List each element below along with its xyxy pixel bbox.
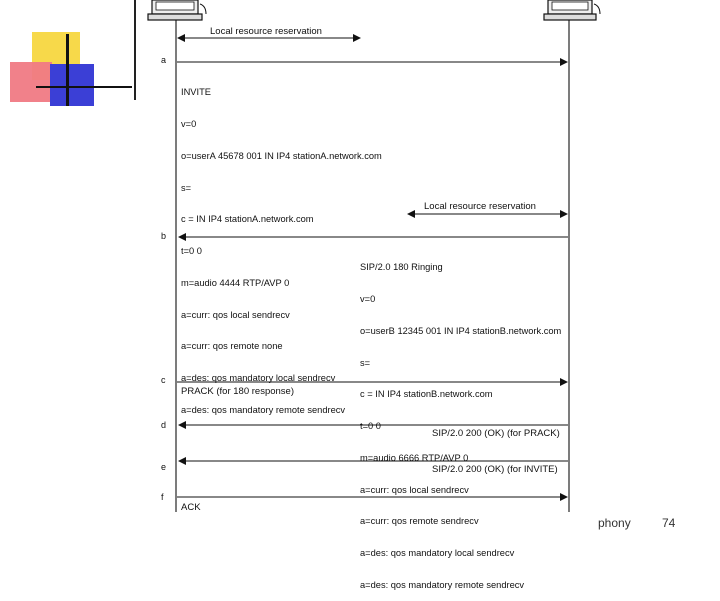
ringing-line: c = IN IP4 stationB.network.com xyxy=(360,389,493,400)
footer-title: phony xyxy=(598,516,631,530)
point-label-c: c xyxy=(161,375,166,385)
invite-line: a=curr: qos remote none xyxy=(181,341,283,352)
ack-label: ACK xyxy=(181,502,201,513)
ringing-message-body xyxy=(360,241,561,601)
invite-line: INVITE xyxy=(181,87,211,98)
station-a-icon xyxy=(148,0,206,20)
invite-line: a=des: qos mandatory local sendrecv xyxy=(181,373,336,384)
invite-line: o=userA 45678 001 IN IP4 stationA.network.com xyxy=(181,150,382,161)
invite-line: m=audio 4444 RTP/AVP 0 xyxy=(181,277,290,288)
ringing-line: t=0 0 xyxy=(360,421,381,432)
ringing-line: o=userB 12345 001 IN IP4 stationB.network.com xyxy=(360,325,562,336)
invite-line: t=0 0 xyxy=(181,246,202,257)
invite-line: s= xyxy=(181,182,192,193)
point-label-f: f xyxy=(161,492,164,502)
ok-invite-label: SIP/2.0 200 (OK) (for INVITE) xyxy=(432,464,558,475)
ringing-line: a=des: qos mandatory local sendrecv xyxy=(360,548,515,559)
ringing-line: a=des: qos mandatory remote sendrecv xyxy=(360,580,525,590)
invite-line: v=0 xyxy=(181,118,197,129)
invite-line: a=curr: qos local sendrecv xyxy=(181,309,290,320)
prack-label: PRACK (for 180 response) xyxy=(181,386,294,397)
invite-message-body xyxy=(181,66,382,426)
ringing-line: v=0 xyxy=(360,293,376,304)
invite-line: c = IN IP4 stationA.network.com xyxy=(181,214,314,225)
page-number: 74 xyxy=(662,516,676,530)
point-label-b: b xyxy=(161,231,167,241)
ringing-line: a=curr: qos remote sendrecv xyxy=(360,516,479,527)
ringing-line: SIP/2.0 180 Ringing xyxy=(360,262,443,273)
invite-line: a=des: qos mandatory remote sendrecv xyxy=(181,405,346,415)
reservation-a-label: Local resource reservation xyxy=(210,26,322,37)
reservation-b-label: Local resource reservation xyxy=(424,201,536,212)
ok-prack-label: SIP/2.0 200 (OK) (for PRACK) xyxy=(432,428,560,439)
ringing-line: m=audio 6666 RTP/AVP 0 xyxy=(360,452,469,463)
ringing-line: a=curr: qos local sendrecv xyxy=(360,484,469,495)
point-label-d: d xyxy=(161,420,167,430)
ringing-line: s= xyxy=(360,357,371,368)
point-label-a: a xyxy=(161,55,167,65)
point-label-e: e xyxy=(161,462,167,472)
station-b-icon xyxy=(544,0,600,20)
